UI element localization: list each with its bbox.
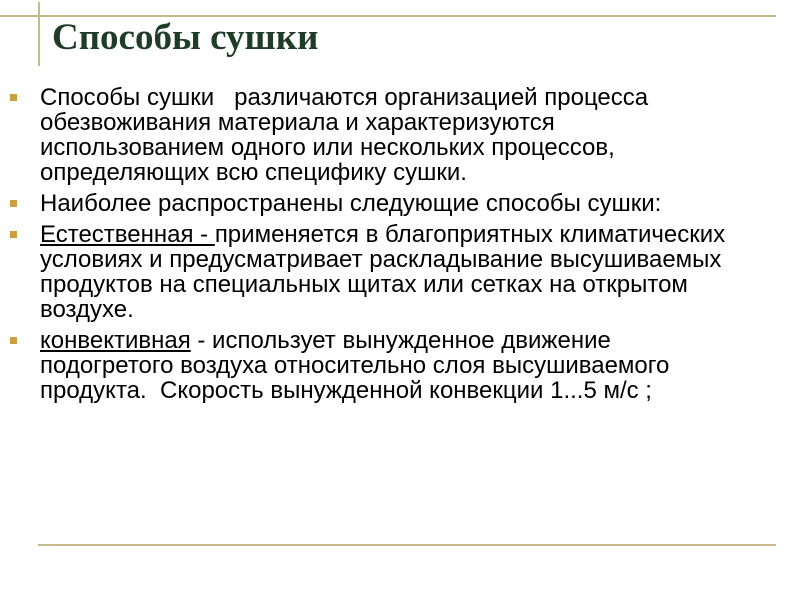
title-vertical-rule bbox=[38, 2, 40, 66]
bullet-text-3: применяется в благоприятных климатических условиях и предусматривает раскладывание высушиваемых продуктов на специальных щитах или сетках на открытом воздухе. bbox=[40, 221, 726, 323]
bullet-term-convective: конвективная bbox=[40, 327, 191, 354]
bullet-item-3 bbox=[10, 222, 740, 322]
bullet-item-1 bbox=[10, 85, 740, 185]
bullet-text-1: Способы сушки различаются организацией процесса обезвоживания материала и характеризуются использованием одного или нескольких процессов, определяющих всю специфику сушки. bbox=[40, 84, 655, 186]
square-bullet-icon bbox=[10, 231, 17, 238]
bullet-term-natural: Естественная - bbox=[40, 221, 215, 248]
bullet-item-4 bbox=[10, 328, 740, 403]
bottom-rule bbox=[38, 544, 776, 546]
square-bullet-icon bbox=[10, 94, 17, 101]
slide-title: Способы сушки bbox=[52, 17, 319, 58]
bullet-item-2 bbox=[10, 191, 740, 216]
bullet-list bbox=[10, 85, 740, 409]
bullet-text-2: Наиболее распространены следующие способы сушки: bbox=[40, 190, 662, 217]
square-bullet-icon bbox=[10, 200, 17, 207]
square-bullet-icon bbox=[10, 337, 17, 344]
bullet-text-4: - использует вынужденное движение подогретого воздуха относительно слоя высушиваемого продукта. Скорость вынужденной конвекции 1...5 м/с ; bbox=[40, 327, 677, 404]
